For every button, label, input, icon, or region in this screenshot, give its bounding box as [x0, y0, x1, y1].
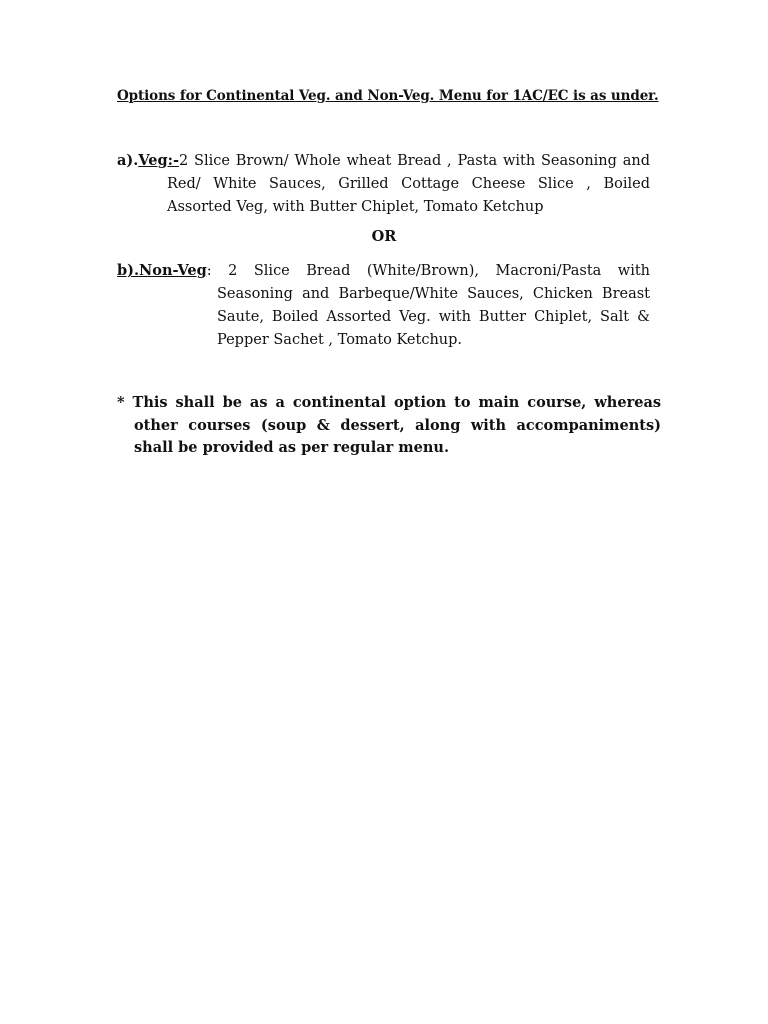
page-title: Options for Continental Veg. and Non-Veg. Menu for 1AC/EC is as under.	[117, 88, 659, 104]
nonveg-option	[117, 259, 650, 352]
veg-option-text: 2 Slice Brown/ Whole wheat Bread , Pasta with Seasoning and Red/ White Sauces, Grilled Cottage Cheese Slice , Boiled Assorted Veg, with Butter Chiplet, Tomato Ketchup	[167, 153, 650, 215]
or-separator: OR	[371, 228, 397, 245]
veg-option-prefix: a).	[117, 152, 139, 169]
nonveg-option-text: : 2 Slice Bread (White/Brown), Macroni/Pasta with Seasoning and Barbeque/White Sauces, Chicken Breast Saute, Boiled Assorted Veg. with Butter Chiplet, Salt & Pepper Sachet , Tomato Ketchup.	[206, 263, 650, 348]
veg-option	[117, 149, 650, 219]
footnote: * This shall be as a continental option to main course, whereas other courses (soup & dessert, along with accompaniments) shall be provided as per regular menu.	[117, 394, 661, 456]
nonveg-option-label: b).Non-Veg	[117, 262, 207, 279]
veg-option-label: Veg:-	[138, 152, 179, 169]
